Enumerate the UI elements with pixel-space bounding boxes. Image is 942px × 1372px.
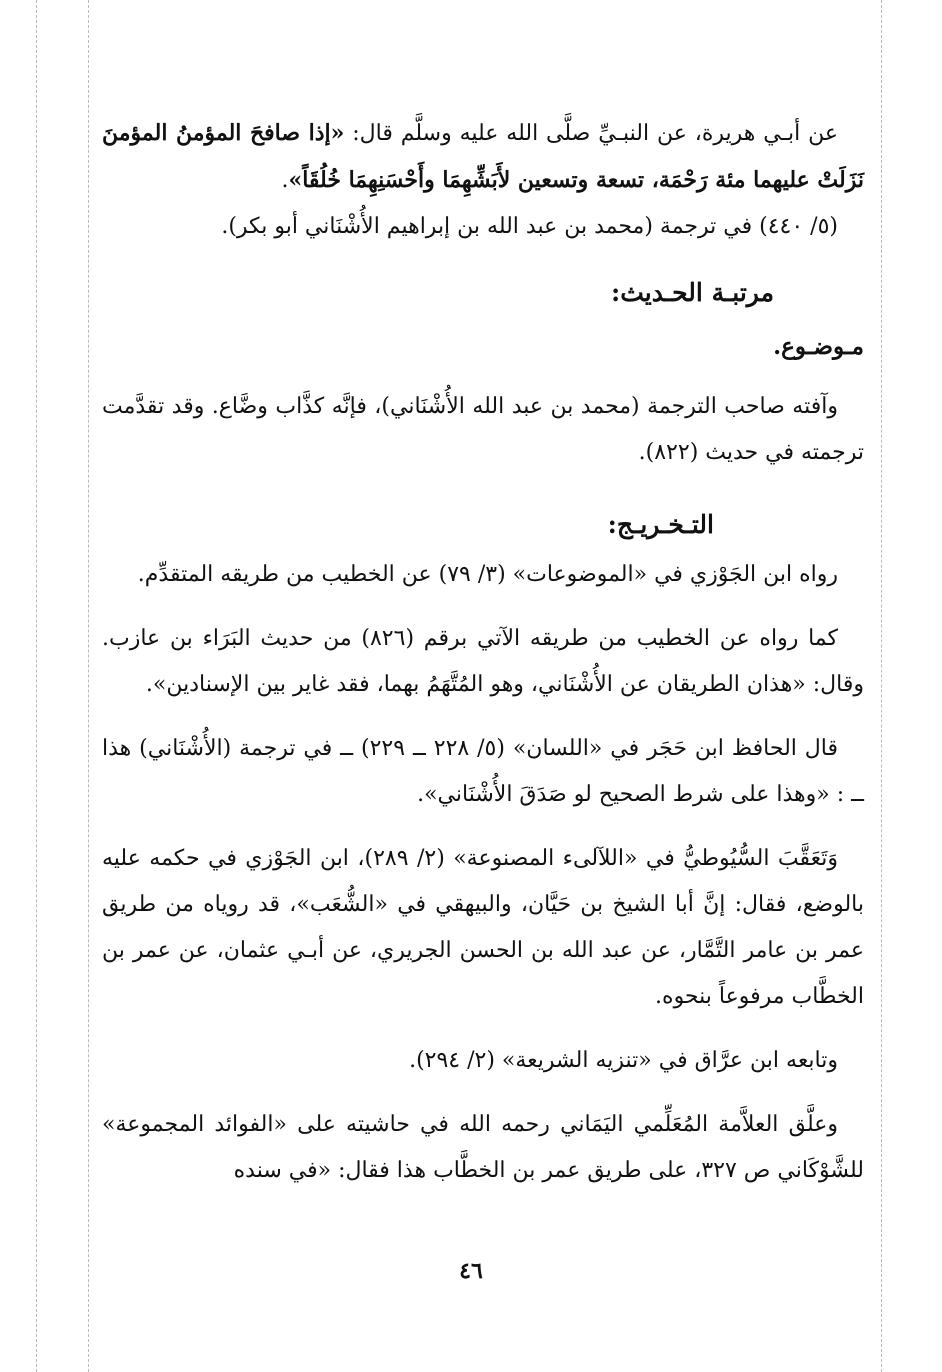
paragraph-source-reference: (٥/ ٤٤٠) في ترجمة (محمد بن عبد الله بن إبراهيم الأُشْنَاني أبو بكر).	[221, 214, 838, 239]
paragraph-hadith-text	[102, 110, 864, 204]
paragraph-takhrij-4: وَتَعَقَّبَ السُّيُوطيُّ في «اللآلىء المصنوعة» (٢/ ٢٨٩)، ابن الجَوْزي في حكمه عليه بالوضع، فقال: إنَّ أبا الشيخ بن حَيَّان، والبيهقي في «الشُّعَب»، قد روياه من طريق عمر بن عامر التَّمَّار، عن عبد الله بن الحسن الجريري، عن أبـي عثمان، عن عمر بن الخطَّاب مرفوعاً بنحوه.	[102, 846, 864, 1009]
paragraph-takhrij-2: كما رواه عن الخطيب من طريقه الآتي برقم (٨٢٦) من حديث البَرَاء بن عازب. وقال: «هذان الطريقان عن الأُشْنَاني، وهو المُتَّهَمُ بهما، فقد غاير بين الإسنادين».	[102, 626, 864, 697]
paragraph-takhrij-3: قال الحافظ ابن حَجَر في «اللسان» (٥/ ٢٢٨ ــ ٢٢٩) ــ في ترجمة (الأُشْنَاني) هذا ــ : «وهذا على شرط الصحيح لو صَدَقَ الأُشْنَاني».	[102, 736, 864, 807]
hadith-end: .	[281, 168, 289, 193]
margin-guide-right	[881, 0, 882, 1372]
section-heading-takhrij: التـخـريـج:	[607, 510, 714, 539]
hadith-quote: «إذا صافحَ المؤمنُ المؤمنَ نَزَلَتْ عليهما مئة رَحْمَة، تسعة وتسعين لأَبَشِّهِمَا وأَحْسَنِهِمَا خُلُقَاً»	[102, 120, 864, 193]
page-number: ٤٦	[459, 1258, 483, 1284]
paragraph-takhrij-6: وعلَّق العلاَّمة المُعَلِّمي اليَمَاني رحمه الله في حاشيته على «الفوائد المجموعة» للشَّوْكَاني ص ٣٢٧، على طريق عمر بن الخطَّاب هذا فقال: «في سنده	[102, 1112, 864, 1183]
section-heading-rank: مرتبـة الحـديث:	[610, 278, 774, 307]
paragraph-takhrij-5: وتابعه ابن عرَّاق في «تنزيه الشريعة» (٢/ ٢٩٤).	[409, 1048, 838, 1073]
page-body	[102, 110, 864, 1194]
margin-guide-inner-left	[88, 0, 89, 1372]
paragraph-defect: وآفته صاحب الترجمة (محمد بن عبد الله الأُشْنَاني)، فإنَّه كذَّاب وضَّاع. وقد تقدَّمت ترجمته في حديث (٨٢٢).	[102, 394, 864, 465]
hadith-ruling: مـوضـوع.	[773, 333, 864, 360]
hadith-chain: عن أبـي هريرة، عن النبـيِّ صلَّى الله عليه وسلَّم قال:	[344, 121, 838, 146]
paragraph-takhrij-1: رواه ابن الجَوْزي في «الموضوعات» (٣/ ٧٩) عن الخطيب من طريقه المتقدِّم.	[137, 562, 838, 587]
margin-guide-left	[36, 0, 37, 1372]
